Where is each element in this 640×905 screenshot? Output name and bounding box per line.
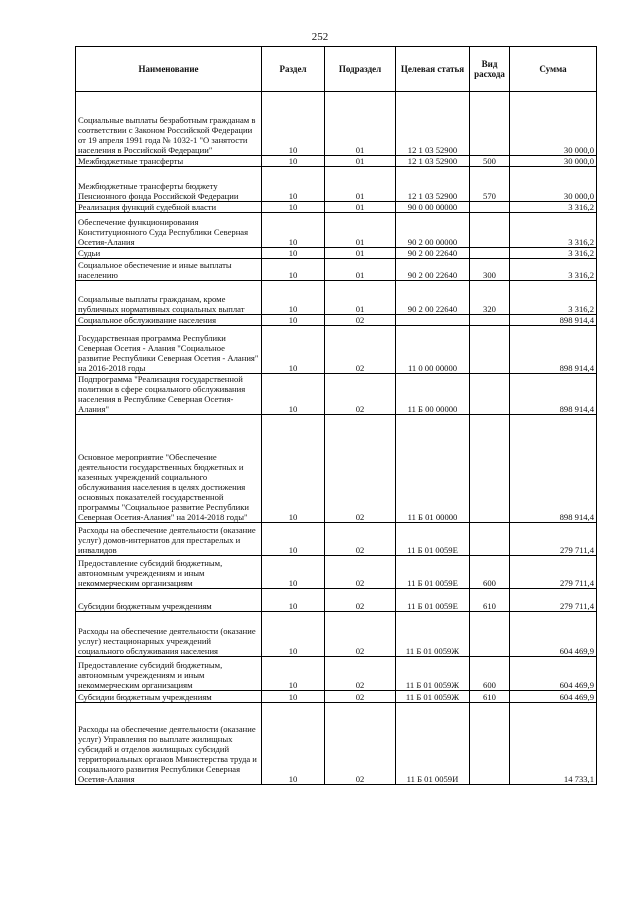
- cell-sum: 898 914,4: [510, 415, 597, 523]
- cell-sum: 898 914,4: [510, 374, 597, 415]
- cell-target: 11 0 00 00000: [396, 326, 470, 374]
- cell-razdel: 10: [262, 259, 325, 281]
- cell-target: 11 Б 01 0059Е: [396, 523, 470, 556]
- cell-target: 11 Б 01 00000: [396, 415, 470, 523]
- cell-name: Основное мероприятие "Обеспечение деятельности государственных бюджетных и казенных учреждений социального обслуживания населения в целях достижения основных показателей государственной программы "Социальное развитие Республики Северная Осетия-Алания" на 2014-2018 годы": [76, 415, 262, 523]
- cell-vid: 600: [470, 556, 510, 589]
- table-row: [76, 248, 597, 259]
- header-vid: Вид расхода: [470, 47, 510, 92]
- cell-razdel: 10: [262, 556, 325, 589]
- cell-target: 11 Б 01 0059Е: [396, 589, 470, 612]
- cell-podrazdel: 02: [325, 523, 396, 556]
- cell-vid: [470, 202, 510, 213]
- cell-razdel: 10: [262, 315, 325, 326]
- cell-target: 90 2 00 22640: [396, 248, 470, 259]
- table-body: [76, 92, 597, 785]
- cell-name: Предоставление субсидий бюджетным, автономным учреждениям и иным некоммерческим организациям: [76, 556, 262, 589]
- table-row: [76, 202, 597, 213]
- cell-vid: [470, 213, 510, 248]
- cell-vid: [470, 374, 510, 415]
- cell-target: 90 2 00 22640: [396, 259, 470, 281]
- budget-table: [75, 46, 597, 785]
- table-row: [76, 691, 597, 703]
- cell-razdel: 10: [262, 612, 325, 657]
- cell-razdel: 10: [262, 703, 325, 785]
- cell-target: 90 0 00 00000: [396, 202, 470, 213]
- cell-razdel: 10: [262, 202, 325, 213]
- cell-podrazdel: 01: [325, 156, 396, 167]
- table-row: [76, 281, 597, 315]
- cell-sum: 898 914,4: [510, 326, 597, 374]
- cell-vid: 600: [470, 657, 510, 691]
- cell-name: Социальное обеспечение и иные выплаты населению: [76, 259, 262, 281]
- cell-name: Расходы на обеспечение деятельности (оказание услуг) Управления по выплате жилищных субсидий и отделов жилищных субсидий территориальных органов Министерства труда и социального развития Республики Северная Осетия-Алания: [76, 703, 262, 785]
- header-name: Наименование: [76, 47, 262, 92]
- cell-target: 90 2 00 22640: [396, 281, 470, 315]
- cell-name: Социальное обслуживание населения: [76, 315, 262, 326]
- cell-podrazdel: 01: [325, 202, 396, 213]
- cell-razdel: 10: [262, 657, 325, 691]
- cell-name: Субсидии бюджетным учреждениям: [76, 691, 262, 703]
- cell-name: Социальные выплаты гражданам, кроме публичных нормативных социальных выплат: [76, 281, 262, 315]
- cell-razdel: 10: [262, 92, 325, 156]
- cell-target: 11 Б 01 0059Ж: [396, 612, 470, 657]
- cell-sum: 898 914,4: [510, 315, 597, 326]
- cell-vid: [470, 248, 510, 259]
- cell-target: 11 Б 01 0059И: [396, 703, 470, 785]
- cell-vid: [470, 415, 510, 523]
- cell-podrazdel: 02: [325, 415, 396, 523]
- cell-razdel: 10: [262, 248, 325, 259]
- cell-vid: [470, 703, 510, 785]
- cell-sum: 279 711,4: [510, 523, 597, 556]
- cell-name: Реализация функций судебной власти: [76, 202, 262, 213]
- cell-sum: 30 000,0: [510, 156, 597, 167]
- table-row: [76, 156, 597, 167]
- cell-name: Расходы на обеспечение деятельности (оказание услуг) домов-интернатов для престарелых и инвалидов: [76, 523, 262, 556]
- cell-podrazdel: 01: [325, 167, 396, 202]
- cell-razdel: 10: [262, 326, 325, 374]
- cell-sum: 3 316,2: [510, 248, 597, 259]
- table-row: [76, 213, 597, 248]
- cell-sum: 30 000,0: [510, 167, 597, 202]
- cell-sum: 604 469,9: [510, 691, 597, 703]
- cell-vid: [470, 315, 510, 326]
- cell-name: Расходы на обеспечение деятельности (оказание услуг) нестационарных учреждений социального обслуживания населения: [76, 612, 262, 657]
- cell-razdel: 10: [262, 281, 325, 315]
- cell-sum: 604 469,9: [510, 657, 597, 691]
- cell-name: Межбюджетные трансферты: [76, 156, 262, 167]
- cell-sum: 14 733,1: [510, 703, 597, 785]
- table-row: [76, 326, 597, 374]
- cell-name: Субсидии бюджетным учреждениям: [76, 589, 262, 612]
- cell-podrazdel: 02: [325, 315, 396, 326]
- cell-podrazdel: 01: [325, 248, 396, 259]
- table-row: [76, 612, 597, 657]
- cell-sum: 279 711,4: [510, 556, 597, 589]
- cell-vid: [470, 612, 510, 657]
- header-podrazdel: Подраздел: [325, 47, 396, 92]
- header-sum: Сумма: [510, 47, 597, 92]
- cell-target: 12 1 03 52900: [396, 92, 470, 156]
- table-row: [76, 657, 597, 691]
- cell-name: Государственная программа Республики Северная Осетия - Алания "Социальное развитие Республики Северная Осетия - Алания" на 2016-2018 годы: [76, 326, 262, 374]
- table-row: [76, 315, 597, 326]
- table-row: [76, 589, 597, 612]
- cell-vid: 570: [470, 167, 510, 202]
- cell-target: 11 Б 01 0059Ж: [396, 657, 470, 691]
- cell-sum: 3 316,2: [510, 213, 597, 248]
- cell-name: Подпрограмма "Реализация государственной политики в сфере социального обслуживания населения в Республике Северная Осетия-Алания": [76, 374, 262, 415]
- cell-razdel: 10: [262, 167, 325, 202]
- cell-podrazdel: 02: [325, 589, 396, 612]
- page-number: 252: [311, 31, 329, 43]
- cell-sum: 604 469,9: [510, 612, 597, 657]
- cell-podrazdel: 02: [325, 691, 396, 703]
- table-header-row: [76, 47, 597, 92]
- cell-vid: 610: [470, 589, 510, 612]
- cell-name: Межбюджетные трансферты бюджету Пенсионного фонда Российской Федерации: [76, 167, 262, 202]
- cell-sum: 3 316,2: [510, 259, 597, 281]
- cell-podrazdel: 01: [325, 259, 396, 281]
- cell-vid: 300: [470, 259, 510, 281]
- cell-vid: 500: [470, 156, 510, 167]
- table-row: [76, 374, 597, 415]
- cell-target: 12 1 03 52900: [396, 167, 470, 202]
- cell-name: Судьи: [76, 248, 262, 259]
- cell-razdel: 10: [262, 523, 325, 556]
- header-razdel: Раздел: [262, 47, 325, 92]
- cell-razdel: 10: [262, 415, 325, 523]
- cell-podrazdel: 02: [325, 326, 396, 374]
- table-row: [76, 523, 597, 556]
- cell-name: Предоставление субсидий бюджетным, автономным учреждениям и иным некоммерческим организациям: [76, 657, 262, 691]
- cell-sum: 3 316,2: [510, 281, 597, 315]
- cell-target: 11 Б 01 0059Е: [396, 556, 470, 589]
- cell-name: Обеспечение функционирования Конституционного Суда Республики Северная Осетия-Алания: [76, 213, 262, 248]
- cell-podrazdel: 02: [325, 657, 396, 691]
- cell-podrazdel: 02: [325, 374, 396, 415]
- table-row: [76, 556, 597, 589]
- cell-podrazdel: 01: [325, 92, 396, 156]
- table-row: [76, 167, 597, 202]
- cell-sum: 279 711,4: [510, 589, 597, 612]
- cell-vid: 610: [470, 691, 510, 703]
- cell-target: 90 2 00 00000: [396, 213, 470, 248]
- cell-sum: 30 000,0: [510, 92, 597, 156]
- cell-razdel: 10: [262, 213, 325, 248]
- cell-razdel: 10: [262, 156, 325, 167]
- cell-podrazdel: 02: [325, 556, 396, 589]
- cell-name: Социальные выплаты безработным гражданам в соответствии с Законом Российской Федерации от 19 апреля 1991 года № 1032-1 "О занятости населения в Российской Федерации": [76, 92, 262, 156]
- header-target: Целевая статья: [396, 47, 470, 92]
- cell-podrazdel: 01: [325, 213, 396, 248]
- cell-target: 11 Б 01 0059Ж: [396, 691, 470, 703]
- table-row: [76, 92, 597, 156]
- table-row: [76, 703, 597, 785]
- cell-razdel: 10: [262, 589, 325, 612]
- cell-target: [396, 315, 470, 326]
- cell-razdel: 10: [262, 374, 325, 415]
- cell-podrazdel: 02: [325, 612, 396, 657]
- cell-sum: 3 316,2: [510, 202, 597, 213]
- cell-razdel: 10: [262, 691, 325, 703]
- cell-podrazdel: 02: [325, 703, 396, 785]
- cell-vid: [470, 92, 510, 156]
- cell-target: 11 Б 00 00000: [396, 374, 470, 415]
- table-row: [76, 259, 597, 281]
- cell-vid: 320: [470, 281, 510, 315]
- cell-podrazdel: 01: [325, 281, 396, 315]
- cell-target: 12 1 03 52900: [396, 156, 470, 167]
- cell-vid: [470, 523, 510, 556]
- table-row: [76, 415, 597, 523]
- cell-vid: [470, 326, 510, 374]
